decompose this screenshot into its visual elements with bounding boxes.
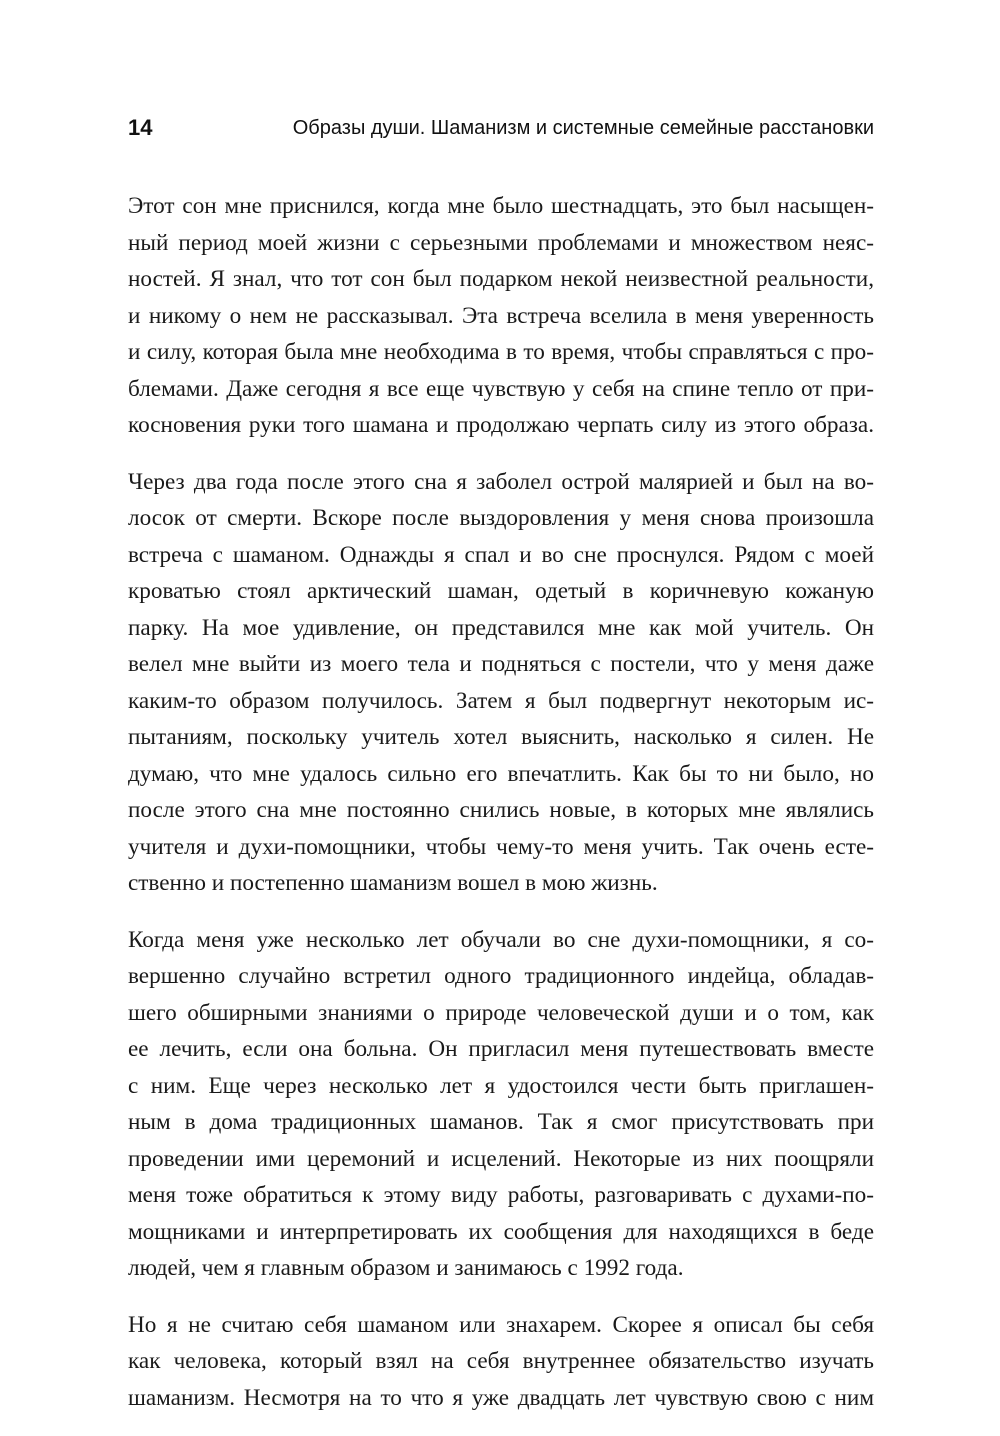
text-line: блемами. Даже сегодня я все еще чувствую у себя на спине тепло от при- [128,375,874,402]
text-line: проведении ими церемоний и исцелений. Некоторые из них поощряли [128,1145,874,1172]
text-line: косновения руки того шамана и продолжаю черпать силу из этого образа. [128,412,874,438]
text-line: Когда меня уже несколько лет обучали во сне духи-помощники, я со- [128,926,874,953]
text-line: с ним. Еще через несколько лет я удостоился чести быть приглашен- [128,1072,874,1099]
text-line: каким-то образом получилось. Затем я был подвергнут некоторым ис- [128,687,874,714]
text-line: лосок от смерти. Вскоре после выздоровления у меня снова произошла [128,505,874,531]
text-line: мощниками и интерпретировать их сообщения для находящихся в беде [128,1218,874,1245]
text-line: как человека, который взял на себя внутреннее обязательство изучать [128,1348,874,1374]
text-line: Этот сон мне приснился, когда мне было шестнадцать, это был насыщен- [128,193,874,219]
body-text [128,188,874,1436]
paragraph [128,188,874,444]
text-line: ный период моей жизни с серьезными проблемами и множеством неяс- [128,229,874,256]
text-line: ным в дома традиционных шаманов. Так я смог присутствовать при [128,1109,874,1135]
running-head [128,113,874,143]
paragraph [128,922,874,1287]
text-line: кроватью стоял арктический шаман, одетый в коричневую кожаную [128,578,874,604]
running-title: Образы души. Шаманизм и системные семейные расстановки [292,117,874,139]
text-line: людей, чем я главным образом и занимаюсь с 1992 года. [128,1255,684,1281]
page-number: 14 [128,115,153,140]
paragraph [128,1307,874,1417]
text-line: после этого сна мне постоянно снились новые, в которых мне являлись [128,797,874,823]
text-line: вершенно случайно встретил одного традиционного индейца, обладав- [128,963,874,989]
text-line: встреча с шаманом. Однажды я спал и во сне проснулся. Рядом с моей [128,541,874,568]
text-line: ее лечить, если она больна. Он пригласил меня путешествовать вместе [128,1036,874,1062]
text-line: Но я не считаю себя шаманом или знахарем. Скорее я описал бы себя [128,1311,874,1338]
text-line: велел мне выйти из моего тела и подняться с постели, что у меня даже [128,651,874,677]
text-line: пытаниям, поскольку учитель хотел выяснить, насколько я силен. Не [128,724,874,750]
text-line: и никому о нем не рассказывал. Эта встреча вселила в меня уверенность [128,302,874,329]
text-line: парку. На мое удивление, он представился мне как мой учитель. Он [128,614,874,641]
text-line: шаманизм. Несмотря на то что я уже двадцать лет чувствую свою с ним [128,1384,874,1411]
text-line: ственно и постепенно шаманизм вошел в мою жизнь. [128,870,658,896]
text-line: Через два года после этого сна я заболел острой малярией и был на во- [128,468,874,495]
text-line: ностей. Я знал, что тот сон был подарком некой неизвестной реальности, [128,266,874,292]
paragraph [128,464,874,902]
text-line: думаю, что мне удалось сильно его впечатлить. Как бы то ни было, но [128,760,874,787]
text-line: и силу, которая была мне необходима в то время, чтобы справляться с про- [128,339,874,365]
text-line: учителя и духи-помощники, чтобы чему-то меня учить. Так очень есте- [128,833,874,860]
text-line: шего обширными знаниями о природе человеческой души и о том, как [128,999,874,1026]
text-line: меня тоже обратиться к этому виду работы, разговаривать с духами-по- [128,1182,874,1208]
